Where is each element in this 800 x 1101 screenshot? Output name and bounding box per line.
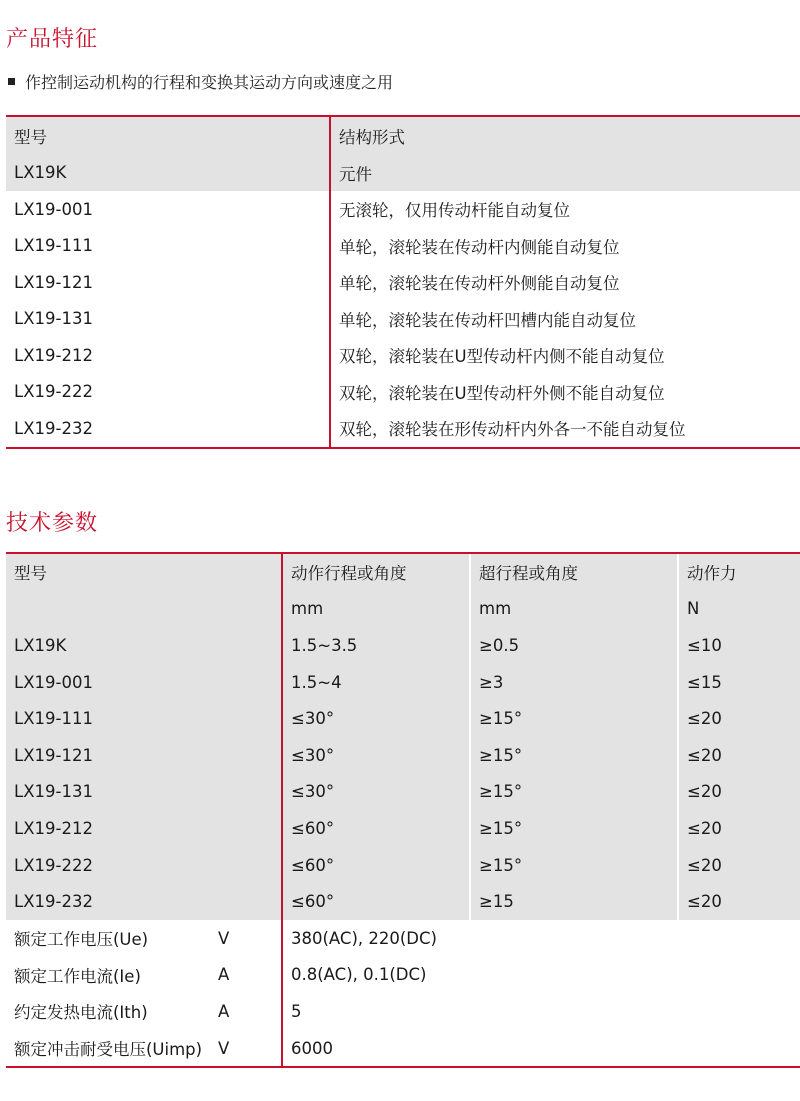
param-unit: V [218, 1030, 282, 1068]
table-row [6, 191, 800, 228]
column-header: 动作力 [678, 553, 800, 591]
structure-cell: 单轮，滚轮装在传动杆内侧能自动复位 [330, 228, 800, 265]
column-header: 型号 [6, 553, 282, 591]
stroke-cell: ≤60° [282, 883, 470, 920]
unit-cell [6, 591, 282, 628]
param-name: 额定冲击耐受电压(Uimp) [6, 1030, 218, 1068]
force-cell: ≤10 [678, 627, 800, 664]
column-header: 超行程或角度 [470, 553, 678, 591]
column-header: 型号 [6, 116, 330, 154]
model-cell: LX19-212 [14, 345, 93, 365]
param-unit: V [218, 928, 230, 948]
table-row [6, 627, 800, 664]
model-cell: LX19K [6, 627, 282, 664]
specs-title: 技术参数 [6, 511, 99, 536]
stroke-cell: ≤30° [282, 774, 470, 811]
param-row [6, 1030, 800, 1068]
unit-cell: mm [470, 591, 678, 628]
overtravel-cell: ≥15° [470, 847, 678, 884]
units-row [6, 591, 800, 628]
param-value: 5 [282, 993, 800, 1030]
model-cell: LX19K [6, 154, 330, 191]
model-cell: LX19-222 [6, 847, 282, 884]
square-bullet-icon [8, 78, 15, 85]
force-cell: ≤20 [678, 737, 800, 774]
feature-bullet [8, 70, 393, 93]
param-value: 380(AC), 220(DC) [282, 920, 800, 957]
stroke-cell: 1.5~3.5 [282, 627, 470, 664]
table-row [6, 228, 800, 265]
model-cell: LX19-232 [14, 418, 93, 438]
stroke-cell: ≤30° [282, 737, 470, 774]
structure-cell: 双轮，滚轮装在形传动杆内外各一不能自动复位 [330, 410, 800, 448]
overtravel-cell: ≥3 [470, 664, 678, 701]
overtravel-cell: ≥15° [470, 737, 678, 774]
param-value: 6000 [282, 1030, 800, 1068]
structure-cell: 无滚轮，仅用传动杆能自动复位 [330, 191, 800, 228]
unit-cell: mm [282, 591, 470, 628]
table-row [6, 301, 800, 338]
structure-cell: 双轮，滚轮装在U型传动杆外侧不能自动复位 [330, 374, 800, 411]
table-row [6, 664, 800, 701]
force-cell: ≤20 [678, 810, 800, 847]
force-cell: ≤20 [678, 700, 800, 737]
force-cell: ≤20 [678, 847, 800, 884]
feature-description: 作控制运动机构的行程和变换其运动方向或速度之用 [25, 73, 394, 92]
param-name: 额定工作电流(Ie) [14, 966, 141, 986]
force-cell: ≤15 [678, 664, 800, 701]
table-row [6, 410, 800, 448]
column-header: 结构形式 [330, 116, 800, 154]
table-row [6, 810, 800, 847]
specs-table [6, 552, 800, 1068]
model-cell: LX19-131 [14, 309, 93, 329]
structure-table [6, 115, 800, 449]
param-name: 额定工作电压(Ue) [14, 930, 149, 950]
overtravel-cell: ≥15° [470, 810, 678, 847]
model-cell: LX19-001 [14, 199, 93, 219]
model-cell: LX19-001 [6, 664, 282, 701]
model-cell: LX19-111 [6, 700, 282, 737]
stroke-cell: ≤60° [282, 810, 470, 847]
param-row [6, 993, 800, 1030]
unit-cell: N [678, 591, 800, 628]
structure-cell: 单轮，滚轮装在传动杆凹槽内能自动复位 [330, 301, 800, 338]
table-row [6, 700, 800, 737]
structure-cell: 单轮，滚轮装在传动杆外侧能自动复位 [330, 264, 800, 301]
overtravel-cell: ≥15 [470, 883, 678, 920]
overtravel-cell: ≥15° [470, 774, 678, 811]
param-unit: A [218, 965, 230, 985]
structure-cell: 元件 [330, 154, 800, 191]
table-row [6, 337, 800, 374]
overtravel-cell: ≥0.5 [470, 627, 678, 664]
table-row [6, 264, 800, 301]
table-row [6, 847, 800, 884]
model-cell: LX19-121 [6, 737, 282, 774]
table-row [6, 774, 800, 811]
column-header: 动作行程或角度 [282, 553, 470, 591]
table-row [6, 737, 800, 774]
stroke-cell: 1.5~4 [282, 664, 470, 701]
model-cell: LX19-212 [6, 810, 282, 847]
model-cell: LX19-131 [6, 774, 282, 811]
model-cell: LX19-121 [14, 272, 93, 292]
table-header-row [6, 553, 800, 591]
param-row [6, 920, 800, 957]
model-cell: LX19-222 [14, 382, 93, 402]
model-cell: LX19-232 [6, 883, 282, 920]
table-row [6, 374, 800, 411]
overtravel-cell: ≥15° [470, 700, 678, 737]
force-cell: ≤20 [678, 883, 800, 920]
structure-cell: 双轮，滚轮装在U型传动杆内侧不能自动复位 [330, 337, 800, 374]
force-cell: ≤20 [678, 774, 800, 811]
table-row [6, 883, 800, 920]
stroke-cell: ≤60° [282, 847, 470, 884]
table-header-row [6, 116, 800, 154]
param-name: 约定发热电流(Ith) [14, 1003, 148, 1023]
features-title: 产品特征 [6, 27, 99, 52]
param-value: 0.8(AC), 0.1(DC) [282, 957, 800, 994]
param-row [6, 957, 800, 994]
stroke-cell: ≤30° [282, 700, 470, 737]
model-cell: LX19-111 [14, 236, 93, 256]
table-row [6, 154, 800, 191]
param-unit: A [218, 1001, 230, 1021]
